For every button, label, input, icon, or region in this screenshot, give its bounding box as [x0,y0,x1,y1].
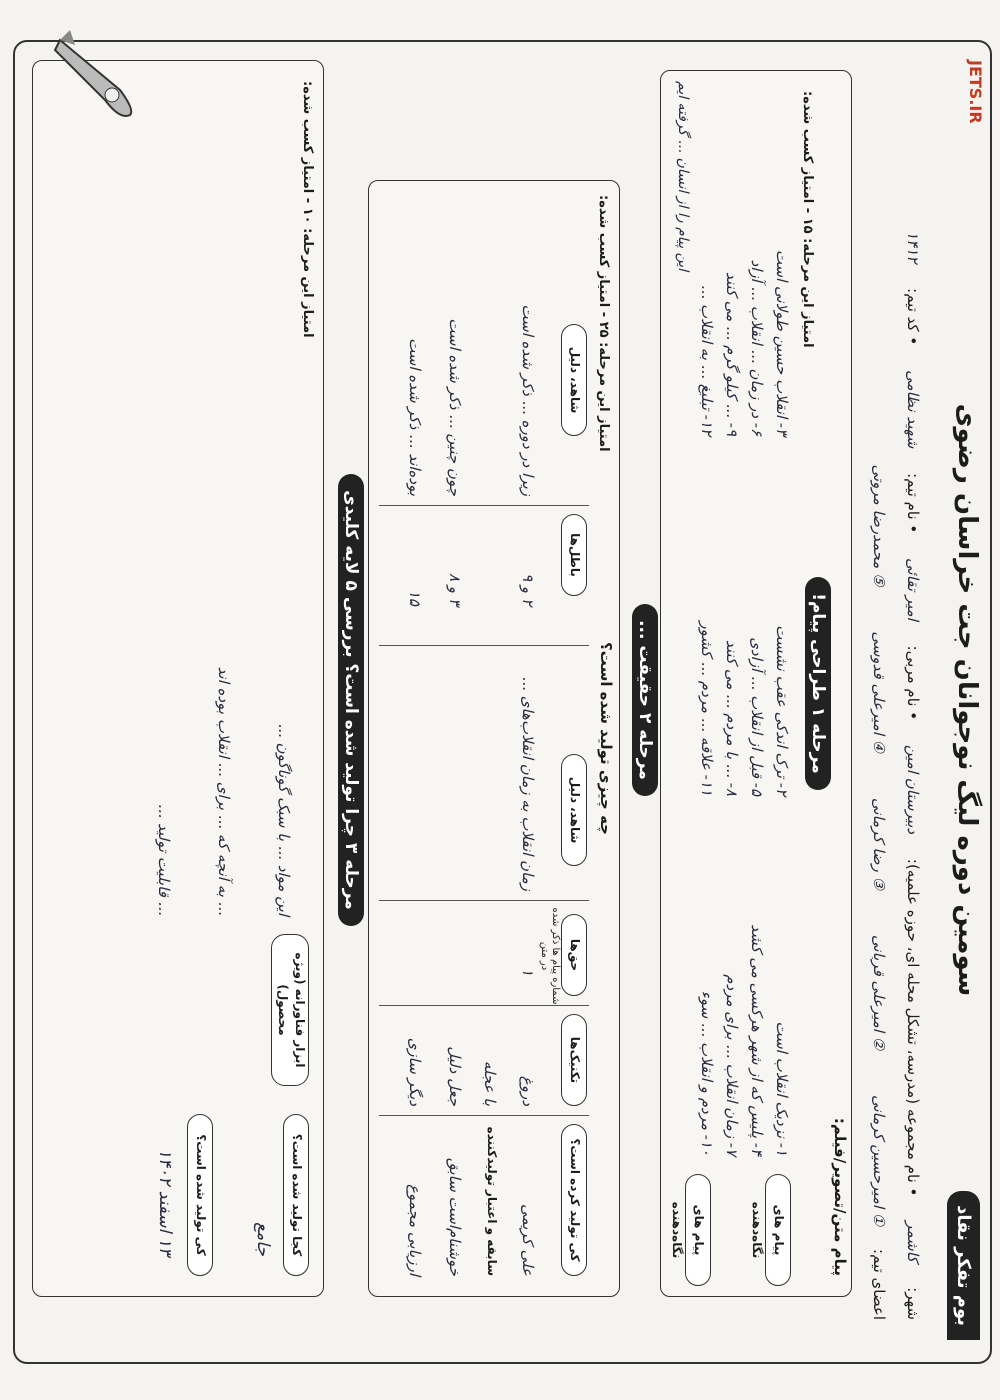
member-4: ④ امیرعلی قدوسی [870,631,888,754]
member-1: ① امیرحسین کرمانی [870,1094,888,1227]
code-label: • کد تیم: [904,288,922,346]
msg-line: ۹- ... کیلو گرم ... می کنند [723,271,741,436]
stage1-score: امتیاز این مرحله: ۱۵ - امتیاز کسب شده: [800,91,815,348]
row-evidence: زمان انقلاب به زمان انقلاب‌های ... [519,676,537,891]
row-evidence2: بوده‌اند ... ذکر شده است [406,338,424,496]
footer-brand: JETS.IR [966,60,985,124]
row-technique: جعل دلیل [446,1046,464,1106]
rights-sub: شماره پیام ها ذکر شده در متن [539,907,561,1005]
member-2: ② امیرعلی قربانی [870,934,888,1051]
stage3-line: ... به آنچه که ... برای ... انقلاب بوده اند [215,666,233,916]
team-label: • نام تیم: [904,473,922,534]
stage2-box [368,180,620,1297]
msg-line: ۸- ... با مردم ... می کنند [723,640,741,796]
row-who: خوشنام‌است سابق [446,1157,464,1276]
msg-line: ۴- پلیس که از شهر هرکسی می کشد [748,924,766,1156]
stage3-header [332,300,364,1100]
rocket-icon [40,20,150,130]
col-evidence: شاهد، دلیل [561,754,587,866]
where-question: کجا تولید شده است؟ [283,1114,309,1276]
coach-label: • نام مربی: [904,645,922,721]
row-false: ۲ و ۹ [519,573,537,606]
row-who: سابقه و اعتبار تولیدکننده [485,1126,499,1276]
brand-label: بوم تفکر نقاد [947,1191,980,1340]
msg-line: ۱- نزدیک انقلاب است [773,1021,791,1156]
msg-line: ۷- زمان انقلاب ... برای مردم [723,974,741,1156]
stage3-title: مرحله ۳ چرا تولید شده است؟ بررسی ۵ لایه کلیدی [338,474,364,926]
msg-line: ۱۲- تبلیغ ... به انقلاب ... [698,284,716,436]
stage2-score: امتیاز این مرحله: ۲۵ - امتیاز کسب شده: [596,195,611,452]
col-false: باطل‌ها [561,514,587,596]
row-who: علی کریمی [519,1204,537,1276]
stage2-subtitle: چه چیزی تولید شده است؟ [597,641,615,835]
members-label: اعضای تیم: [870,1249,888,1320]
row-technique: دروغ [519,1075,537,1106]
row-false: ۱۵ [406,589,424,606]
where-answer: جامع [253,1222,273,1256]
stage3-line: ... قابلیت تولید ... [155,804,173,916]
row-technique: دیگر سازی [406,1037,424,1106]
stage1-box [660,70,852,1297]
col-rights: حق‌ها [561,914,587,996]
row-false: ۳ و ۸ [446,573,464,606]
pill-receiver: پیام های نگاه‌دهنده [685,1174,711,1286]
members-row [858,70,888,1320]
side-note: این پیام را از انسان ... گرفته ایم [675,81,691,272]
code-value: ۱۴۱۲ [904,231,922,264]
row-who: ارزیابی مجموع [406,1184,424,1276]
row-evidence2: زیرا در دوره ... ذکر شده است [519,304,537,496]
col-sep [379,645,589,646]
message-label: پیام متن/تصویر/فیلم: [831,1117,849,1276]
tools-label: ابزار فناورانه (ویژه محصول) [271,934,309,1086]
col-sep [379,1005,589,1006]
msg-line: ۱۱- علاقه ... مردم ... کشور [698,621,716,796]
group-value: دبیرستان امین [904,744,922,835]
page-title: سومین دوره لیگ نوجوانان جت خراسان رضوی [952,403,982,997]
stage2-header [626,400,658,1000]
stage1-title: مرحله ۱ طراحی پیام! [805,577,831,790]
msg-line: ۵- قبل از انقلاب ... آزادی [748,637,766,796]
col-evidence2: شاهد، دلیل [561,324,587,436]
row-technique: با عجله [481,1060,499,1106]
msg-line: ۲- ترک اندکی عقب نشست [773,625,791,796]
title-bar [936,60,988,1340]
coach-value: امیر تقائی [904,558,922,621]
pill-creator: پیام های نگاه‌دهنده [765,1174,791,1286]
stage2-title: مرحله ۲ حقیقت ... [632,604,658,796]
stage3-score: امتیاز این مرحله: ۱۰ - امتیاز کسب شده: [300,81,315,338]
msg-line: ۱۰- مردم و انقلاب ... سوء [698,990,716,1156]
stage3-line: این مواد ... با سبک گوناگون ... [275,723,293,916]
info-row [888,70,922,1320]
stage3-box [32,60,324,1297]
when-answer: ۱۳ اسفند ۱۴۰۲ [155,1148,175,1256]
city-label: شهر: [904,1287,922,1320]
member-5: ⑤ محمدرضا مروتی [870,464,888,587]
msg-line: ۳- انقلاب حسین طولانی است [773,249,791,436]
col-who: کی تولید کرده است؟ [561,1124,587,1276]
city-value: کاشمر [904,1221,922,1263]
team-value: شهید نظامی [904,370,922,449]
col-sep [379,505,589,506]
col-sep [379,1115,589,1116]
member-3: ③ رضا کرمانی [870,797,888,891]
col-techniques: تکنیک‌ها [561,1014,587,1106]
group-label: • نام مجموعه (مدرسه، تشکل محله ای، حوزه علمیه): [904,858,922,1197]
row-evidence2: چون چنین ... ذکر شده است [446,318,464,496]
col-sep [379,900,589,901]
row-right: ۱ [519,967,537,976]
when-question: کی تولید شده است؟ [187,1114,213,1276]
msg-line: ۶- در زمان ... انقلاب ... آزاد [748,259,766,436]
